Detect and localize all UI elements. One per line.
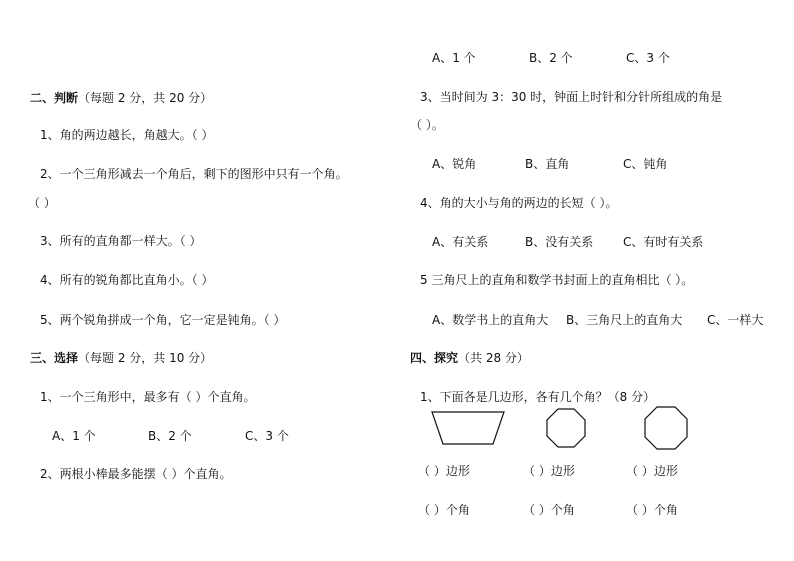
choice-q3-line1: 3、当时间为 3：30 时，钟面上时针和分针所组成的角是	[420, 90, 723, 104]
octagon-icon	[643, 405, 689, 451]
choice-q5-option-b: B、三角尺上的直角大	[566, 313, 683, 327]
judge-item-1: 1、角的两边越长，角越大。（ ）	[40, 128, 214, 142]
judge-item-3: 3、所有的直角都一样大。（ ）	[40, 234, 202, 248]
section3-note: （每题 2 分，共 10 分）	[78, 351, 213, 365]
choice-q3-option-b: B、直角	[525, 157, 570, 171]
octagon-icon	[545, 407, 587, 449]
choice-q2-option-b: B、2 个	[529, 51, 573, 65]
choice-q3-line2: （ ）。	[410, 118, 444, 132]
choice-q1-option-c: C、3 个	[245, 429, 289, 443]
choice-q5-option-a: A、数学书上的直角大	[432, 313, 549, 327]
trapezoid-icon	[430, 410, 506, 446]
choice-q3-option-c: C、钝角	[623, 157, 668, 171]
blank-angles-3: （ ）个角	[626, 503, 678, 517]
choice-q3-option-a: A、锐角	[432, 157, 477, 171]
choice-q4: 4、角的大小与角的两边的长短（ ）。	[420, 196, 618, 210]
blank-sides-1: （ ）边形	[418, 464, 470, 478]
choice-q1: 1、一个三角形中，最多有（ ）个直角。	[40, 390, 256, 404]
blank-angles-2: （ ）个角	[523, 503, 575, 517]
section2-title: 二、判断	[30, 91, 79, 105]
choice-q4-option-b: B、没有关系	[525, 235, 594, 249]
choice-q2-option-a: A、1 个	[432, 51, 476, 65]
section2-note: （每题 2 分，共 20 分）	[78, 91, 213, 105]
explore-q1: 1、下面各是几边形，各有几个角？（8 分）	[420, 390, 656, 404]
section3-heading	[30, 350, 212, 366]
choice-q4-option-c: C、有时有关系	[623, 235, 704, 249]
judge-item-2-blank: （ ）	[28, 196, 56, 210]
choice-q5: 5 三角尺上的直角和数学书封面上的直角相比（ ）。	[420, 273, 694, 287]
choice-q2-option-c: C、3 个	[626, 51, 670, 65]
judge-item-2: 2、一个三角形减去一个角后，剩下的图形中只有一个角。	[40, 167, 348, 181]
choice-q2: 2、两根小棒最多能摆（ ）个直角。	[40, 467, 232, 481]
section2-heading	[30, 90, 212, 106]
section4-heading	[410, 350, 529, 366]
blank-sides-3: （ ）边形	[626, 464, 678, 478]
blank-angles-1: （ ）个角	[418, 503, 470, 517]
choice-q1-option-b: B、2 个	[148, 429, 192, 443]
section4-title: 四、探究	[410, 351, 459, 365]
choice-q5-option-c: C、一样大	[707, 313, 764, 327]
section3-title: 三、选择	[30, 351, 79, 365]
section4-note: （共 28 分）	[458, 351, 529, 365]
blank-sides-2: （ ）边形	[523, 464, 575, 478]
judge-item-5: 5、两个锐角拼成一个角，它一定是钝角。（ ）	[40, 313, 286, 327]
judge-item-4: 4、所有的锐角都比直角小。（ ）	[40, 273, 214, 287]
choice-q1-option-a: A、1 个	[52, 429, 96, 443]
choice-q4-option-a: A、有关系	[432, 235, 489, 249]
